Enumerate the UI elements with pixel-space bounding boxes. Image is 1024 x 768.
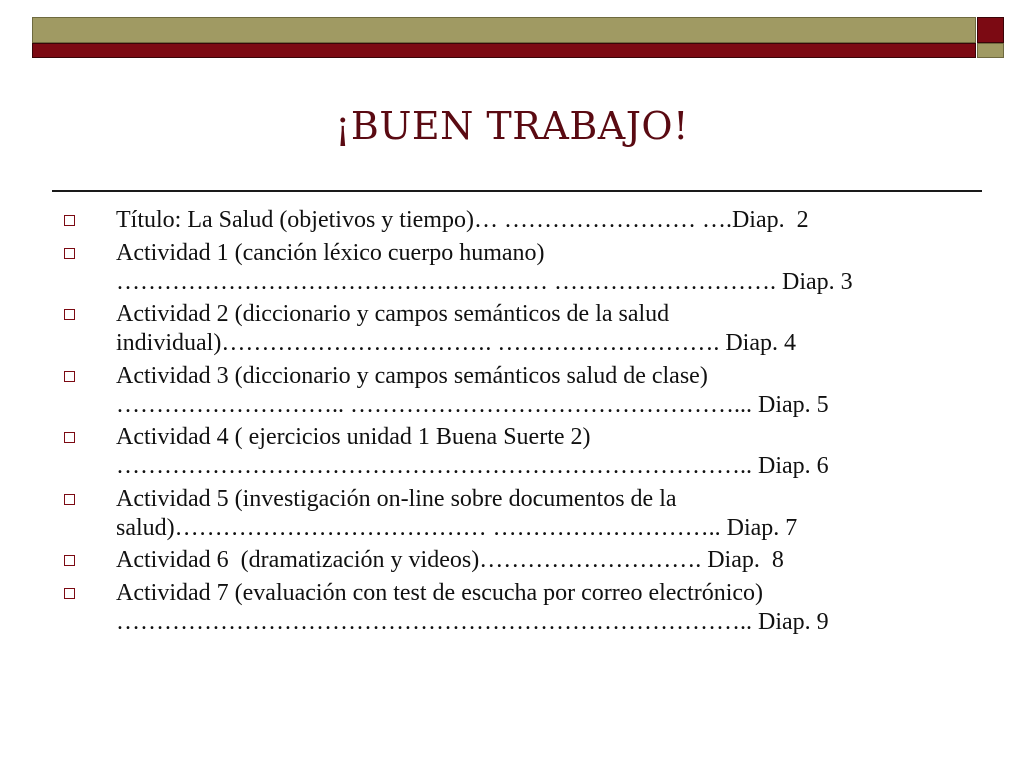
list-item-text: Actividad 5 (investigación on-line sobre documentos de la [116, 485, 677, 512]
list-item [64, 362, 964, 420]
list-item-text: …………………………………………………………………….. Diap. 9 [116, 608, 829, 635]
list-item [64, 239, 964, 297]
list-item-text: Actividad 3 (diccionario y campos semánticos salud de clase) [116, 362, 708, 389]
list-item [64, 300, 964, 358]
list-item-text: Actividad 7 (evaluación con test de escucha por correo electrónico) [116, 579, 764, 606]
square-bullet-icon [64, 494, 75, 505]
square-bullet-icon [64, 309, 75, 320]
square-bullet-icon [64, 248, 75, 259]
list-item [64, 423, 964, 481]
list-item [64, 546, 964, 575]
header-bar-red [32, 43, 976, 58]
square-bullet-icon [64, 588, 75, 599]
list-item-text: Título: La Salud (objetivos y tiempo)… …………………… ….Diap. 2 [116, 207, 809, 233]
header-square-olive [977, 43, 1004, 58]
list-item-text: ……………………………………………… ………………………. Diap. 3 [116, 268, 853, 295]
square-bullet-icon [64, 555, 75, 566]
list-item-text: salud)………………………………… ……………………….. Diap. 7 [116, 514, 798, 541]
header-bar-olive [32, 17, 976, 43]
list-item-text: …………………………………………………………………….. Diap. 6 [116, 453, 829, 479]
list-item [64, 485, 964, 543]
square-bullet-icon [64, 371, 75, 382]
contents-list [64, 206, 964, 640]
square-bullet-icon [64, 432, 75, 443]
list-item-text: Actividad 2 (diccionario y campos semánticos de la salud [116, 301, 670, 327]
list-item [64, 579, 964, 637]
list-item-text: ……………………….. …………………………………………... Diap. 5 [116, 391, 829, 418]
title-divider [52, 190, 982, 192]
list-item-text: Actividad 6 (dramatización y videos)………………………. Diap. 8 [116, 547, 784, 573]
list-item [64, 206, 964, 235]
slide-title: ¡BUEN TRABAJO! [335, 104, 689, 148]
list-item-text: Actividad 4 ( ejercicios unidad 1 Buena Suerte 2) [116, 424, 591, 450]
list-item-text: Actividad 1 (canción léxico cuerpo humano) [116, 239, 545, 266]
square-bullet-icon [64, 215, 75, 226]
list-item-text: individual)……………………………. ………………………. Diap. 4 [116, 330, 796, 356]
header-square-red [977, 17, 1004, 43]
